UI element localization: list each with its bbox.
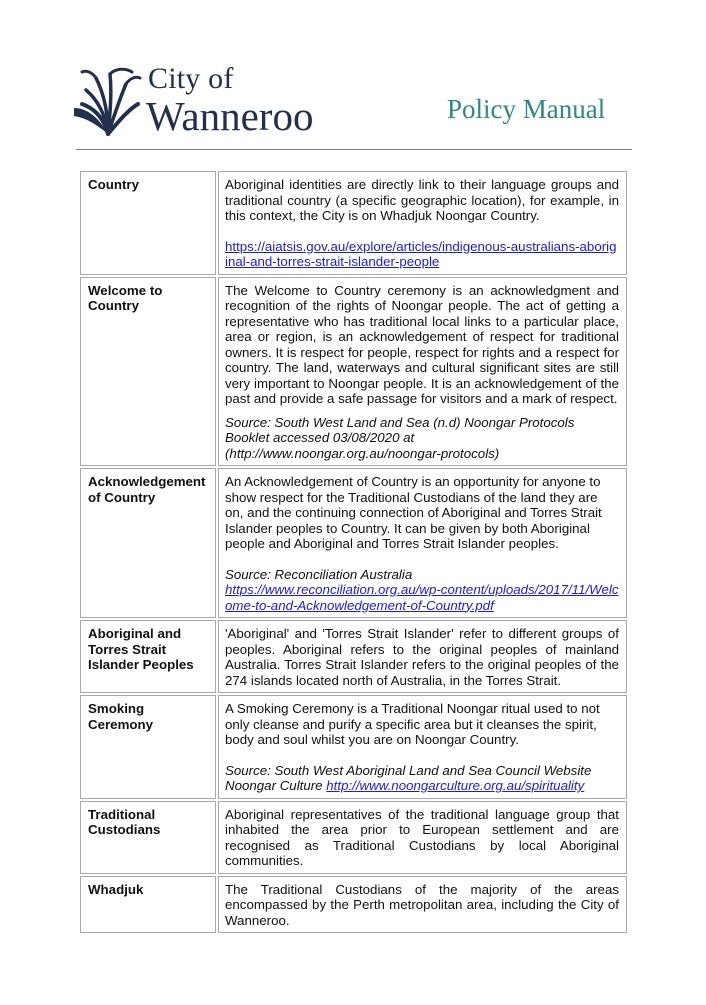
page-title: Policy Manual <box>447 94 606 124</box>
term-cell: Smoking Ceremony <box>80 695 216 799</box>
definition-text: 'Aboriginal' and 'Torres Strait Islander' refer to different groups of peoples. Aboriginal refers to the original peoples of mainland Australia. Torres Strait Islander refers to the original peoples of the 274 islands located north of Australia, in the Torres Strait. <box>225 626 619 688</box>
term-cell: Country <box>80 171 216 275</box>
city-of-wanneroo-logo <box>74 62 334 142</box>
table-row <box>80 876 627 934</box>
definition-cell <box>218 695 627 799</box>
definition-text: The Traditional Custodians of the majority of the areas encompassed by the Perth metropolitan area, including the City of Wanneroo. <box>225 881 619 928</box>
source-citation: Source: South West Aboriginal Land and Sea Council Website Noongar Culture <box>225 762 592 793</box>
kangaroo-paw-icon <box>74 64 142 136</box>
term-cell: Welcome to Country <box>80 277 216 467</box>
page-header <box>0 0 706 155</box>
definition-cell <box>218 277 627 467</box>
definition-text: Aboriginal representatives of the traditional language group that inhabited the area prior to European settlement and are recognised as Traditional Custodians by local Aboriginal communities. <box>225 806 619 868</box>
term-cell: Traditional Custodians <box>80 801 216 874</box>
definition-text: A Smoking Ceremony is a Traditional Noongar ritual used to not only cleanse and purify a specific area but it cleanses the spirit, body and soul whilst you are on Noongar Country. <box>225 701 600 747</box>
table-row <box>80 801 627 874</box>
logo-city-of-text: City of <box>148 62 234 95</box>
table-row <box>80 468 627 618</box>
table-row <box>80 277 627 467</box>
table-row <box>80 620 627 693</box>
table-row <box>80 695 627 799</box>
source-citation: Source: Reconciliation Australia <box>225 566 413 582</box>
definition-cell <box>218 876 627 934</box>
header-divider <box>76 149 632 150</box>
definition-cell <box>218 620 627 693</box>
source-citation: Source: South West Land and Sea (n.d) Noongar Protocols Booklet accessed 03/08/2020 at (http://www.noongar.org.au/noongar-protocols) <box>225 414 575 461</box>
definition-text: Aboriginal identities are directly link to their language groups and traditional country (a specific geographic location), for example, in this context, the City is on Whadjuk Noongar Country. <box>225 177 619 223</box>
reference-link[interactable]: http://www.noongarculture.org.au/spirituality <box>326 778 585 793</box>
definition-text: The Welcome to Country ceremony is an acknowledgment and recognition of the rights of Noongar people. The act of getting a representative who has traditional local links to a particular place, area or region, is an acknowledgement of respect for traditional owners. It is respect for people, respect for rights and a respect for country. The land, waterways and cultural significant sites are still very important to Noongar people. It is an acknowledgement of the past and provide a safe passage for visitors and a mark of respect. <box>225 282 619 406</box>
term-cell: Whadjuk <box>80 876 216 934</box>
reference-link[interactable]: https://aiatsis.gov.au/explore/articles/indigenous-australians-aboriginal-and-torres-strait-islander-people <box>225 238 617 269</box>
reference-link[interactable]: https://www.reconciliation.org.au/wp-content/uploads/2017/11/Welcome-to-and-Acknowledgement-of-Country.pdf <box>225 582 619 613</box>
term-cell: Aboriginal and Torres Strait Islander Peoples <box>80 620 216 693</box>
logo-wanneroo-text: Wanneroo <box>146 93 314 139</box>
definition-cell <box>218 801 627 874</box>
definition-cell <box>218 468 627 618</box>
definition-cell <box>218 171 627 275</box>
definition-text: An Acknowledgement of Country is an opportunity for anyone to show respect for the Traditional Custodians of the land they are on, and the continuing connection of Aboriginal and Torres Strait Islander peoples to Country. It can be given by both Aboriginal people and Aboriginal and Torres Strait Islander peoples. <box>225 474 602 551</box>
table-row <box>80 171 627 275</box>
definitions-table <box>78 169 629 935</box>
term-cell: Acknowledgement of Country <box>80 468 216 618</box>
